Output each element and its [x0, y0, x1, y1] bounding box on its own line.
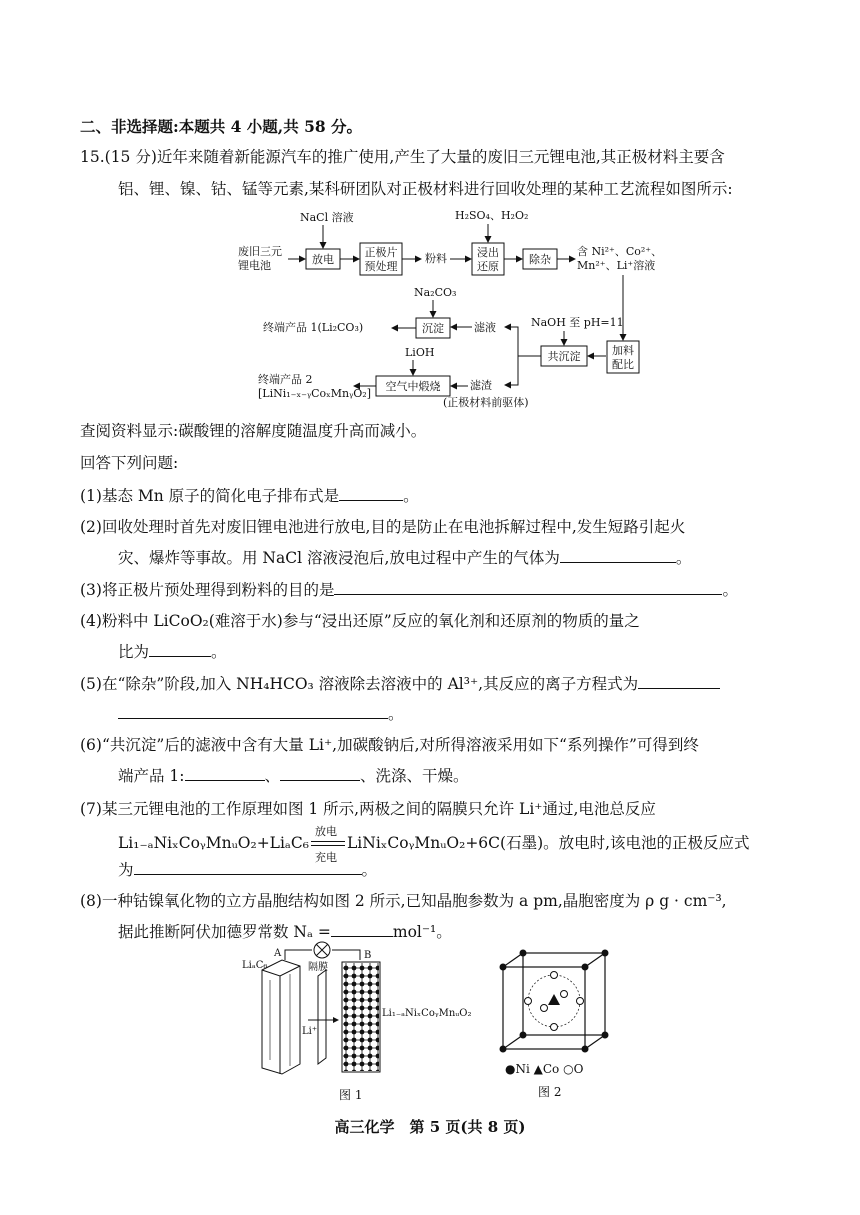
- flow-pretreat-text-2: 预处理: [364, 260, 398, 273]
- part-1-text: (1)基态 Mn 原子的简化电子排布式是: [80, 487, 340, 505]
- flow-leach-text-2: 还原: [477, 260, 499, 273]
- question-intro-line1: 15.(15 分)近年来随着新能源汽车的推广使用,产生了大量的废旧三元锂电池,其正极材料主要含: [80, 148, 725, 166]
- flow-batching-text-2: 配比: [612, 358, 634, 371]
- part-1: (1)基态 Mn 原子的简化电子排布式是 。: [80, 484, 419, 507]
- legend-o: ○O: [563, 1062, 584, 1076]
- arrow-discharge-label: 放电: [315, 825, 337, 838]
- part-8-blank[interactable]: [331, 920, 393, 937]
- part-7-equation-right: LiNiₓCoᵧMnᵤO₂+6C(石墨)。放电时,该电池的正极反应式: [347, 834, 750, 852]
- flow-start-label-2: 锂电池: [238, 259, 271, 272]
- part-5-line2: 。: [118, 702, 404, 725]
- figure-2-caption: 图 2: [538, 1085, 562, 1099]
- part-2-blank[interactable]: [560, 546, 676, 563]
- arrow-charge-label: 充电: [315, 851, 337, 864]
- part-7-equation-left: Li₁₋ₐNiₓCoᵧMnᵤO₂+LiₐC₆: [118, 834, 309, 852]
- section-title: 二、非选择题:本题共 4 小题,共 58 分。: [80, 117, 363, 136]
- fig1-li-label: Li⁺: [302, 1026, 318, 1037]
- flow-solution-label-1: 含 Ni²⁺、Co²⁺、: [577, 245, 663, 258]
- flow-precursor-label: (正极材料前驱体): [443, 396, 529, 409]
- part-7-blank[interactable]: [134, 858, 362, 875]
- part-5-blank-1[interactable]: [638, 672, 720, 689]
- part-5-blank-2[interactable]: [118, 702, 388, 719]
- part-8-text: 据此推断阿伏加德罗常数 Nₐ =: [118, 923, 331, 941]
- part-4-line2: 比为 。: [118, 640, 227, 663]
- flow-product1-label: 终端产品 1(Li₂CO₃): [263, 321, 364, 334]
- part-5-line1: [80, 672, 720, 695]
- flow-product2-label-2: [LiNi₁₋ₓ₋ᵧCoₓMnᵧO₂]: [258, 387, 371, 400]
- cathode-lattice: [343, 963, 379, 1071]
- part-7-line2: [118, 825, 750, 864]
- flow-solution-label-2: Mn²⁺、Li⁺溶液: [577, 259, 656, 272]
- fig1-cathode-label: Li₁₋ₐNiₓCoᵧMnᵤO₂: [382, 1008, 472, 1019]
- flow-coprecip-text: 共沉淀: [547, 350, 581, 363]
- flow-product2-label-1: 终端产品 2: [258, 373, 313, 386]
- flow-acid-label: H₂SO₄、H₂O₂: [455, 209, 529, 222]
- part-7-equation-arrow: [309, 825, 347, 864]
- part-6-line2: 端产品 1: 、 、洗涤、干燥。: [118, 764, 469, 787]
- part-3: (3)将正极片预处理得到粉料的目的是 。: [80, 578, 738, 601]
- flow-pretreat-text-1: 正极片: [364, 246, 398, 259]
- legend-ni: ●Ni: [505, 1062, 530, 1076]
- figure-1-caption: 图 1: [339, 1088, 363, 1102]
- part-3-text: (3)将正极片预处理得到粉料的目的是: [80, 581, 335, 599]
- question-intro-line2: 铝、锂、镍、钴、锰等元素,某科研团队对正极材料进行回收处理的某种工艺流程如图所示:: [118, 180, 733, 198]
- figure-2-legend: [505, 1062, 583, 1076]
- arrow-forward: [311, 841, 345, 842]
- flow-residue-label: 滤渣: [470, 379, 492, 392]
- flow-start-label-1: 废旧三元: [238, 245, 282, 258]
- fig1-membrane-label: 隔膜: [308, 962, 328, 973]
- answer-prompt: 回答下列问题:: [80, 454, 179, 472]
- flow-na2co3-label: Na₂CO₃: [414, 286, 457, 299]
- fig1-lic6-label: LiₐC₆: [242, 960, 268, 971]
- part-1-blank[interactable]: [339, 484, 403, 501]
- flow-calcine-text: 空气中煅烧: [385, 380, 441, 393]
- flow-precip-text: 沉淀: [422, 322, 444, 335]
- part-7-line3: 为 。: [118, 858, 377, 881]
- figure-1-battery-diagram: [230, 940, 500, 1100]
- part-2-line2: 灾、爆炸等事故。用 NaCl 溶液浸泡后,放电过程中产生的气体为 。: [118, 546, 691, 569]
- fig1-b-label: B: [364, 950, 372, 961]
- flow-filtrate-label: 滤液: [474, 321, 496, 334]
- flow-naoh-label: NaOH 至 pH=11: [531, 316, 624, 329]
- part-4-line1: (4)粉料中 LiCoO₂(难溶于水)参与“浸出还原”反应的氧化剂和还原剂的物质的量之: [80, 612, 640, 630]
- part-2-text: 灾、爆炸等事故。用 NaCl 溶液浸泡后,放电过程中产生的气体为: [118, 549, 560, 567]
- part-6-text: 端产品 1:: [118, 767, 185, 785]
- part-6-tail: 、洗涤、干燥。: [360, 767, 469, 785]
- part-8-unit: mol⁻¹。: [392, 923, 452, 941]
- flow-impurity-text: 除杂: [529, 253, 551, 266]
- part-7-line1: (7)某三元锂电池的工作原理如图 1 所示,两极之间的隔膜只允许 Li⁺通过,电池总反应: [80, 800, 656, 818]
- part-6-blank-2[interactable]: [280, 764, 360, 781]
- part-6-line1: (6)“共沉淀”后的滤液中含有大量 Li⁺,加碳酸钠后,对所得溶液采用如下“系列操作”可得到终: [80, 736, 699, 754]
- flow-leach-text-1: 浸出: [477, 246, 499, 259]
- legend-co: ▲Co: [533, 1062, 560, 1076]
- flow-powder-label: 粉料: [425, 252, 447, 265]
- part-2-line1: (2)回收处理时首先对废旧锂电池进行放电,目的是防止在电池拆解过程中,发生短路引起火: [80, 518, 686, 536]
- part-8-line1: (8)一种钴镍氧化物的立方晶胞结构如图 2 所示,已知晶胞参数为 a pm,晶胞密度为 ρ g · cm⁻³,: [80, 892, 727, 910]
- page-footer: 高三化学 第 5 页(共 8 页): [334, 1118, 526, 1136]
- flow-discharge-text: 放电: [312, 253, 334, 266]
- part-6-blank-1[interactable]: [185, 764, 265, 781]
- flow-batching-text-1: 加料: [612, 344, 634, 357]
- part-4-text: 比为: [118, 643, 150, 661]
- arrow-backward: [311, 845, 345, 846]
- part-5-text: (5)在“除杂”阶段,加入 NH₄HCO₃ 溶液除去溶液中的 Al³⁺,其反应的离子方程式为: [80, 675, 639, 693]
- part-7-text: 为: [118, 861, 134, 879]
- fig1-a-label: A: [274, 948, 282, 959]
- figure-2-unit-cell: [495, 945, 615, 1075]
- part-4-blank[interactable]: [149, 640, 211, 657]
- co-atom-icon: [548, 994, 560, 1005]
- info-note: 查阅资料显示:碳酸锂的溶解度随温度升高而减小。: [80, 422, 427, 440]
- flow-lioh-label: LiOH: [405, 346, 435, 359]
- process-flow-diagram: [0, 200, 860, 420]
- part-3-blank[interactable]: [334, 578, 722, 595]
- flow-nacl-label: NaCl 溶液: [300, 211, 354, 224]
